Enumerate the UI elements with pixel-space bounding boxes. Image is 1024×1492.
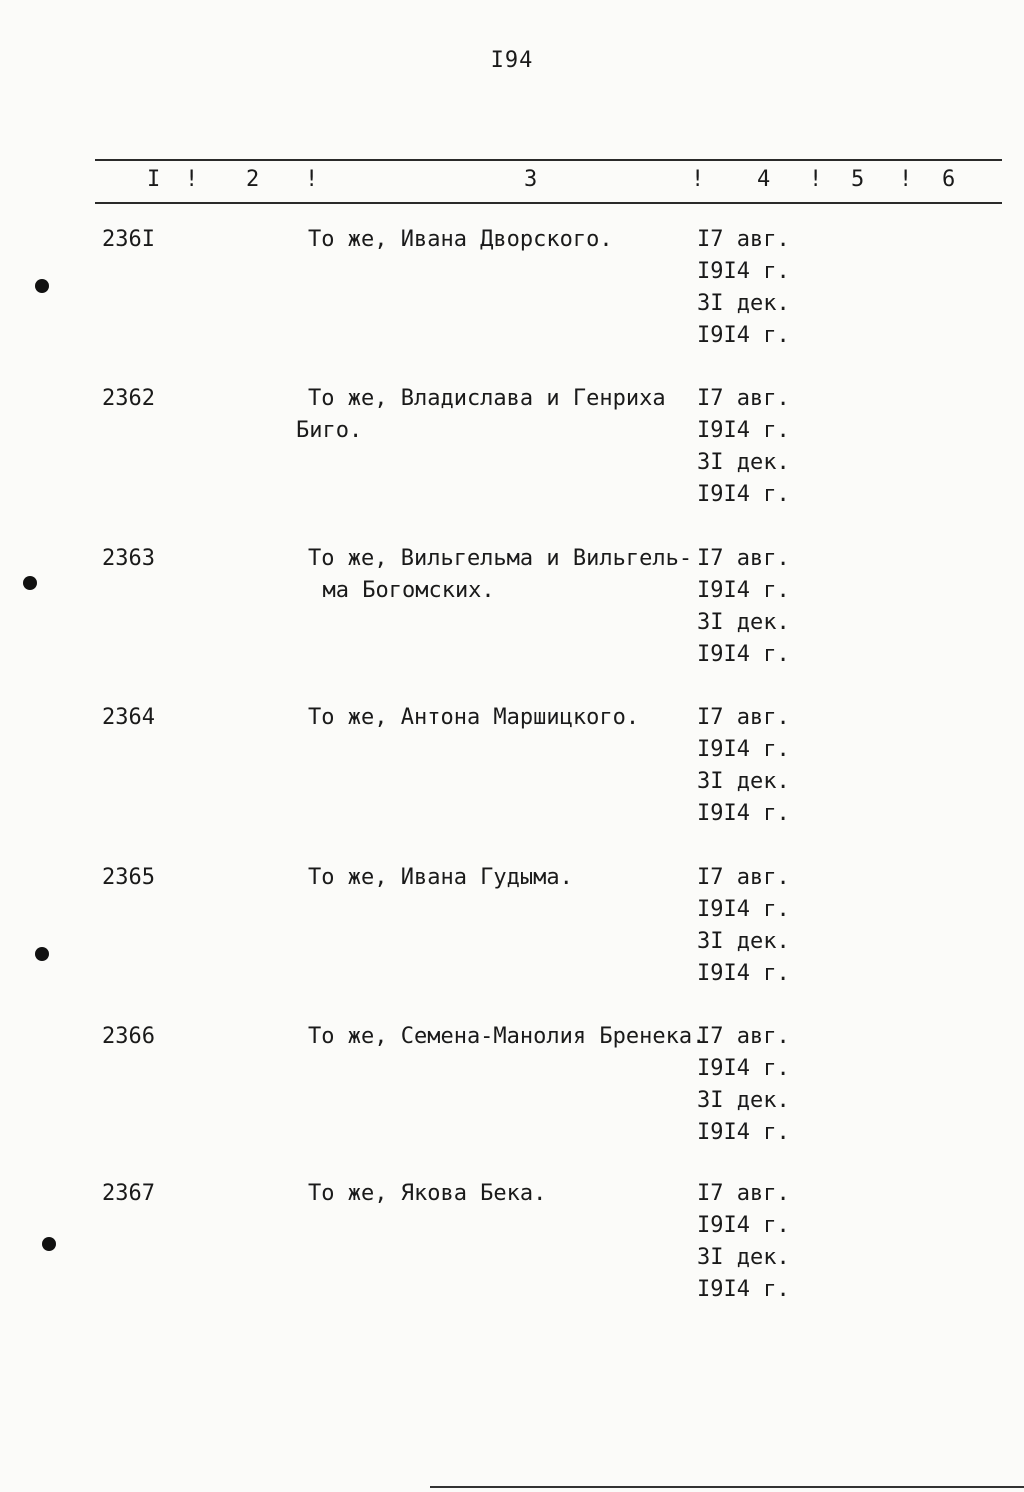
record-number: 2363 (102, 546, 155, 571)
binding-hole (23, 576, 37, 590)
start-year: I9I4 г. (697, 578, 790, 603)
record-number: 2367 (102, 1181, 155, 1206)
record-number: 2365 (102, 865, 155, 890)
start-day: I7 авг. (697, 705, 790, 730)
end-year: I9I4 г. (697, 1277, 790, 1302)
table-row (0, 383, 1024, 523)
end-day: 3I дек. (697, 929, 790, 954)
record-description (296, 702, 696, 734)
column-separator: ! (185, 167, 199, 192)
binding-hole (35, 279, 49, 293)
record-dates (697, 702, 790, 830)
record-dates (697, 383, 790, 511)
record-number: 236I (102, 227, 155, 252)
table-row (0, 1178, 1024, 1318)
record-description (296, 383, 696, 447)
record-dates (697, 862, 790, 990)
page-number: I94 (490, 48, 534, 73)
column-separator: ! (809, 167, 823, 192)
record-description (296, 862, 696, 894)
column-header-6: 6 (942, 167, 956, 192)
end-year: I9I4 г. (697, 323, 790, 348)
end-day: 3I дек. (697, 769, 790, 794)
description-line-1: То же, Антона Маршицкого. (308, 705, 640, 730)
record-dates (697, 543, 790, 671)
start-day: I7 авг. (697, 227, 790, 252)
record-number: 2362 (102, 386, 155, 411)
table-row (0, 702, 1024, 842)
description-line-1: То же, Ивана Гудыма. (308, 865, 573, 890)
start-year: I9I4 г. (697, 259, 790, 284)
end-year: I9I4 г. (697, 961, 790, 986)
column-separator: ! (691, 167, 705, 192)
start-year: I9I4 г. (697, 418, 790, 443)
end-day: 3I дек. (697, 450, 790, 475)
record-number: 2366 (102, 1024, 155, 1049)
start-day: I7 авг. (697, 865, 790, 890)
end-day: 3I дек. (697, 291, 790, 316)
record-dates (697, 1021, 790, 1149)
table-row (0, 862, 1024, 1002)
record-description (296, 543, 696, 607)
description-line-2: ма Богомских. (296, 578, 495, 603)
binding-hole (42, 1237, 56, 1251)
binding-hole (35, 947, 49, 961)
end-day: 3I дек. (697, 1245, 790, 1270)
table-row (0, 543, 1024, 683)
end-year: I9I4 г. (697, 801, 790, 826)
start-year: I9I4 г. (697, 1213, 790, 1238)
table-row (0, 1021, 1024, 1161)
record-dates (697, 224, 790, 352)
record-description (296, 224, 696, 256)
description-line-1: То же, Семена-Манолия Бренека. (308, 1024, 706, 1049)
column-header-2: 2 (246, 167, 260, 192)
column-header-1: I (147, 167, 161, 192)
column-header-4: 4 (757, 167, 771, 192)
end-year: I9I4 г. (697, 482, 790, 507)
start-day: I7 авг. (697, 1024, 790, 1049)
description-line-1: То же, Якова Бека. (308, 1181, 547, 1206)
record-description (296, 1178, 696, 1210)
description-line-1: То же, Вильгельма и Вильгель- (308, 546, 693, 571)
end-year: I9I4 г. (697, 1120, 790, 1145)
start-day: I7 авг. (697, 1181, 790, 1206)
table-row (0, 224, 1024, 364)
start-day: I7 авг. (697, 386, 790, 411)
end-day: 3I дек. (697, 1088, 790, 1113)
start-year: I9I4 г. (697, 1056, 790, 1081)
column-header-3: 3 (524, 167, 538, 192)
end-year: I9I4 г. (697, 642, 790, 667)
description-line-1: То же, Ивана Дворского. (308, 227, 613, 252)
start-year: I9I4 г. (697, 897, 790, 922)
column-separator: ! (305, 167, 319, 192)
description-line-1: То же, Владислава и Генриха (308, 386, 666, 411)
record-dates (697, 1178, 790, 1306)
page-bottom-edge (430, 1486, 1024, 1488)
start-day: I7 авг. (697, 546, 790, 571)
record-description (296, 1021, 706, 1053)
table-header-bottom-rule (95, 202, 1002, 204)
table-header-top-rule (95, 159, 1002, 161)
description-line-2: Биго. (296, 418, 363, 443)
start-year: I9I4 г. (697, 737, 790, 762)
end-day: 3I дек. (697, 610, 790, 635)
column-header-5: 5 (851, 167, 865, 192)
column-separator: ! (899, 167, 913, 192)
record-number: 2364 (102, 705, 155, 730)
